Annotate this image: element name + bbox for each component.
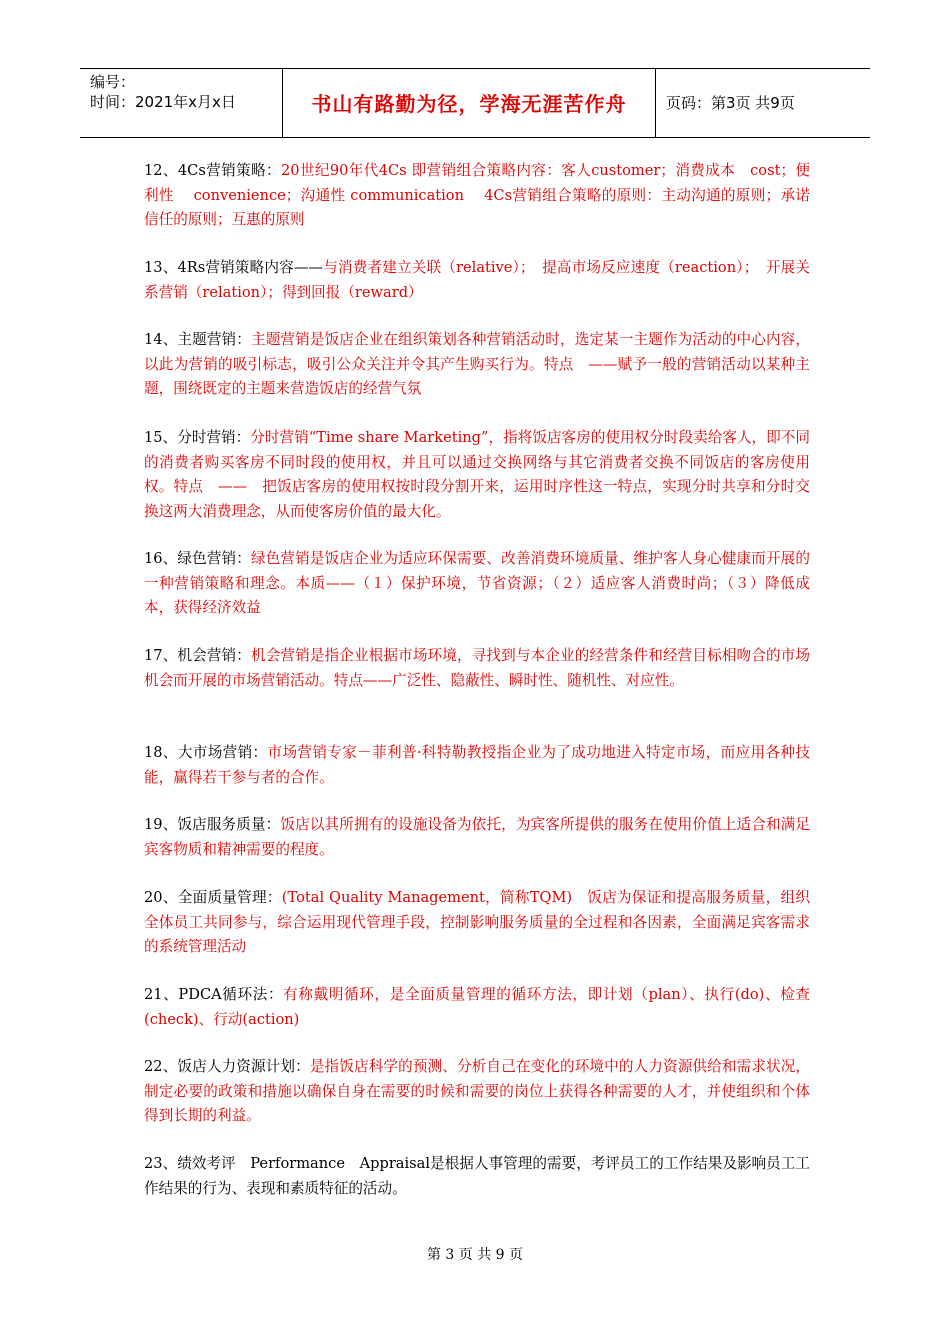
entry-definition: 市场营销专家－菲利普·科特勒教授指企业为了成功地进入特定市场，而应用各种技能，赢得若干参与者的合作。 bbox=[144, 744, 810, 786]
entry-definition: 有称戴明循环，是全面质量管理的循环方法，即计划（plan）、执行(do)、检查(check)、行动(action) bbox=[144, 986, 811, 1028]
entry-12 bbox=[144, 159, 810, 233]
entry-term: 12、4Cs营销策略： bbox=[144, 162, 282, 179]
entry-22 bbox=[144, 1055, 810, 1129]
entry-term: 14、主题营销： bbox=[144, 331, 251, 348]
motto: 书山有路勤为径，学海无涯苦作舟 bbox=[311, 92, 627, 116]
entry-term: 22、饭店人力资源计划： bbox=[144, 1058, 310, 1075]
entry-term: 20、全面质量管理： bbox=[144, 889, 282, 906]
entry-23 bbox=[144, 1152, 810, 1201]
entry-definition: 是根据人事管理的需要，考评员工的工作结果及影响员工工作结果的行为、表现和素质特征的活动。 bbox=[144, 1155, 810, 1197]
number-label: 编号： bbox=[90, 73, 136, 91]
entry-term: 19、饭店服务质量： bbox=[144, 816, 281, 833]
header-info-cell bbox=[80, 69, 283, 137]
entry-term: 21、PDCA循环法： bbox=[144, 986, 284, 1003]
entry-definition: 分时营销“Time share Marketing”，指将饭店客房的使用权分时段卖给客人，即不同的消费者购买客房不同时段的使用权，并且可以通过交换网络与其它消费者交换不同饭店的客房使用权。特点 —— 把饭店客房的使用权按时段分割开来，运用时序性这一特点，实现分时共享和分时交换这两大消费理念，从而使客房价值的最大化。 bbox=[144, 429, 810, 520]
header-page-cell bbox=[656, 69, 870, 137]
entry-term: 18、大市场营销： bbox=[144, 744, 268, 761]
entry-18 bbox=[144, 741, 810, 790]
entry-definition: 绿色营销是饭店企业为适应环保需要、改善消费环境质量、维护客人身心健康而开展的一种营销策略和理念。本质——（１）保护环境，节省资源；（２）适应客人消费时尚；（３）降低成本，获得经济效益 bbox=[144, 550, 810, 616]
entry-definition: 与消费者建立关联（relative）； 提高市场反应速度（reaction）； 开展关系营销（relation）；得到回报（reward） bbox=[144, 259, 810, 301]
entry-definition: 20世纪90年代4Cs 即营销组合策略内容：客人customer；消费成本 cost；便利性 convenience；沟通性 communication 4Cs营销组合策略的原则：主动沟通的原则；承诺信任的原则；互惠的原则 bbox=[144, 162, 810, 228]
time-label: 时间：2021年x月x日 bbox=[90, 93, 236, 111]
entry-definition: 饭店以其所拥有的设施设备为依托，为宾客所提供的服务在使用价值上适合和满足宾客物质和精神需要的程度。 bbox=[144, 816, 810, 858]
entry-19 bbox=[144, 813, 810, 862]
entry-term: 23、绩效考评 Performance Appraisal bbox=[144, 1155, 431, 1172]
entry-21 bbox=[144, 983, 810, 1032]
entry-term: 16、绿色营销： bbox=[144, 550, 251, 567]
entry-13 bbox=[144, 256, 810, 305]
entry-term: 17、机会营销： bbox=[144, 647, 251, 664]
header-table bbox=[80, 68, 870, 138]
entry-definition: 主题营销是饭店企业在组织策划各种营销活动时，选定某一主题作为活动的中心内容，以此为营销的吸引标志，吸引公众关注并令其产生购买行为。特点 ——赋予一般的营销活动以某种主题，围绕既定的主题来营造饭店的经营气氛 bbox=[144, 331, 810, 397]
entry-definition: 是指饭店科学的预测、分析自己在变化的环境中的人力资源供给和需求状况，制定必要的政策和措施以确保自身在需要的时候和需要的岗位上获得各种需要的人才，并使组织和个体得到长期的利益。 bbox=[144, 1058, 810, 1124]
entry-term: 15、分时营销： bbox=[144, 429, 251, 446]
entry-definition: 机会营销是指企业根据市场环境，寻找到与本企业的经营条件和经营目标相吻合的市场机会而开展的市场营销活动。特点——广泛性、隐蔽性、瞬时性、随机性、对应性。 bbox=[144, 647, 810, 689]
entry-14 bbox=[144, 328, 810, 402]
entry-definition: (Total Quality Management，简称TQM) 饭店为保证和提高服务质量，组织全体员工共同参与，综合运用现代管理手段，控制影响服务质量的全过程和各因素，全面满足宾客需求的系统管理活动 bbox=[144, 889, 810, 955]
entry-15 bbox=[144, 426, 810, 524]
entry-20 bbox=[144, 886, 810, 960]
page-label: 页码：第3页 共9页 bbox=[666, 94, 795, 112]
page-footer: 第 3 页 共 9 页 bbox=[426, 1247, 524, 1263]
entry-term: 13、4Rs营销策略内容—— bbox=[144, 259, 324, 276]
header-motto-cell bbox=[283, 69, 656, 137]
entry-16 bbox=[144, 547, 810, 621]
entry-17 bbox=[144, 644, 810, 693]
